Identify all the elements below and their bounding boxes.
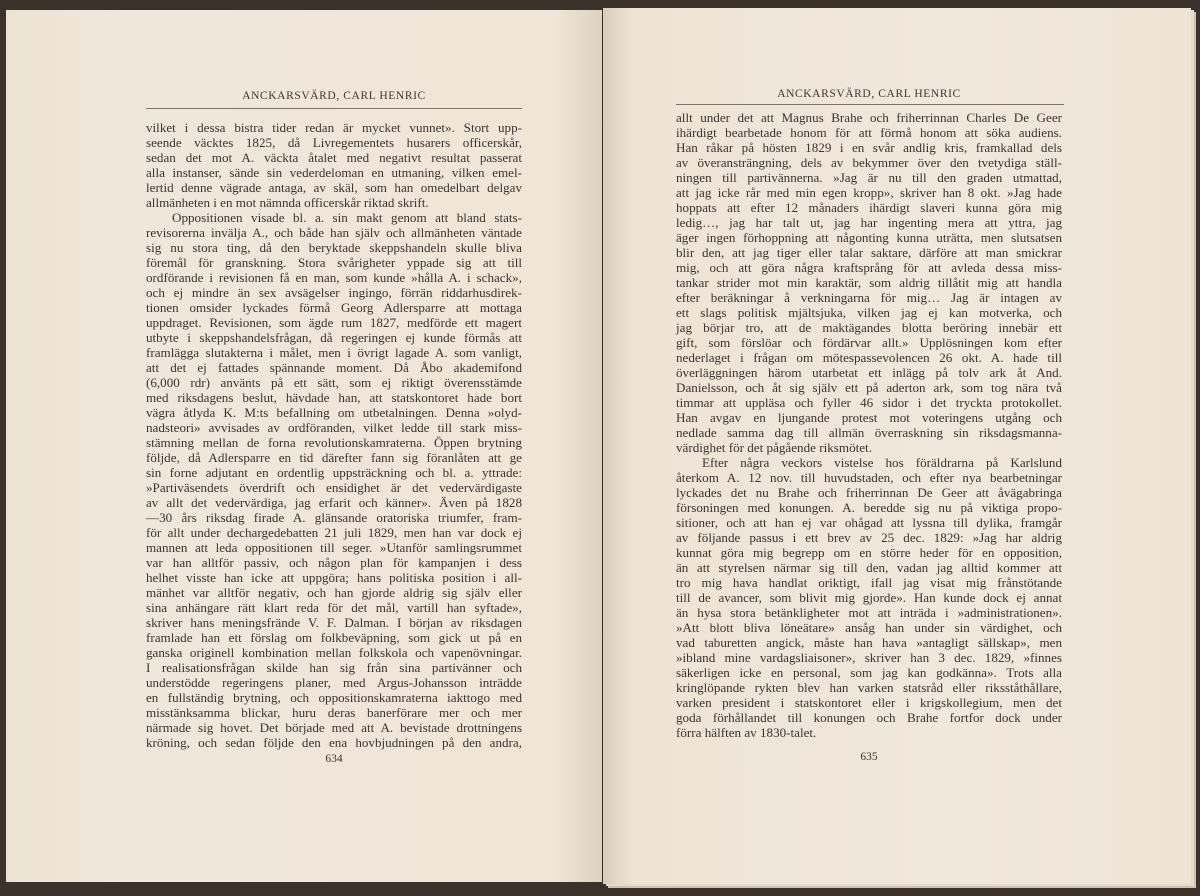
text-line: än hysa stora betänkligheter mot att inträda i »administrationen».	[676, 605, 1062, 620]
text-line: kunnat göra mig begrepp om en större heder för en opposition,	[676, 545, 1062, 560]
text-line: seende väcktes 1825, då Livregementets husarers officerskår,	[146, 135, 522, 150]
text-line: föremål för granskning. Stora svårigheter yppade sig att till	[146, 255, 522, 270]
text-line: allmänheten i en mot nämnda officerskår riktad skrift.	[146, 195, 429, 210]
text-line: blir den, att jag tiger eller talar saktare, därföre att man smickrar	[676, 245, 1062, 260]
text-line: Han avgav en ljungande protest mot voteringens utgång och	[676, 410, 1062, 425]
text-line: hoppats att efter 12 månaders ihärdigt slaveri kunna göra mig	[676, 200, 1062, 215]
text-line: en fullständig brytning, och oppositionskamraterna iakttogo med	[146, 690, 522, 705]
text-line: sedan det mot A. väckta åtalet med negativt resultat passerat	[146, 150, 522, 165]
text-line: »Partiväsendets överdrift och ensidighet är det vedervärdigaste	[146, 480, 522, 495]
text-line: att det ej fattades spännande moment. Då Åbo akademifond	[146, 360, 522, 375]
text-line: tankar strider mot min karaktär, som aldrig tillåtit mig att handla	[676, 275, 1062, 290]
text-line: ledig…, jag har talt ut, jag har ingenting mera att yttra, jag	[676, 215, 1062, 230]
text-line: av överansträngning, dels av bekymmer över den tvetydiga ställ-	[676, 155, 1062, 170]
text-line: misstänksamma blickar, huru deras banerförare mer och mer	[146, 705, 522, 720]
text-line: försoningen med konungen. A. beredde sig nu på viktiga propo-	[676, 500, 1062, 515]
text-line: helhet visste han icke att uppgöra; hans politiska position i all-	[146, 570, 522, 585]
text-line: sitioner, och att han ej var ohågad att lyssna till dylika, framgår	[676, 515, 1062, 530]
text-line: lertid denne vägrade antaga, av skäl, som han omedelbart delgav	[146, 180, 522, 195]
text-line: säkerligen icke en personal, som jag kan godkänna». Trots alla	[676, 665, 1062, 680]
text-line: vad taburetten angick, måste han hava »antagligt sällskap», men	[676, 635, 1062, 650]
text-line: än att styrelsen närmar sig till den, vadan jag alltid kommer att	[676, 560, 1062, 575]
text-line: timmar att uppläsa och fyller 46 sidor i det tryckta protokollet.	[676, 395, 1062, 410]
text-line: Danielsson, och åt sig själv ett på aderton ark, som tog nära två	[676, 380, 1062, 395]
text-line: ordförande i revisionen få en man, som kunde »hålla A. i schack»,	[146, 270, 522, 285]
text-line: stämning mellan de forna revolutionskamraterna. Öppen brytning	[146, 435, 522, 450]
text-line: sig nu stora ting, då den beryktade skeppshandeln skulle bliva	[146, 240, 522, 255]
text-line: gift, som förslöar och fördärvar allt.» Upplösningen kom efter	[676, 335, 1062, 350]
text-line: jag börjar tro, att de maktägandes blotta beröring innebär ett	[676, 320, 1062, 335]
text-line: vägra åtlyda K. M:ts befallning om utbetalningen. Denna »olyd-	[146, 405, 522, 420]
text-line: nederlaget i frågan om mötespassevolencen 26 okt. A. hade till	[676, 350, 1062, 365]
text-line: värdighet för det pågående riksmötet.	[676, 440, 872, 455]
text-line: revisorerna invälja A., och både han själv och allmänheten väntade	[146, 225, 522, 240]
text-line: ningen till partivännerna. »Jag är nu till den graden utmattad,	[676, 170, 1062, 185]
text-line: mannen att leda oppositionen till seger. »Utanför samlingsrummet	[146, 540, 522, 555]
page-number-right: 635	[860, 751, 878, 763]
right-page-text	[676, 110, 1062, 740]
text-line: för allt under dechargedebatten 21 juli 1829, men han var dock ej	[146, 525, 522, 540]
text-line: allt under det att Magnus Brahe och friherrinnan Charles De Geer	[676, 110, 1062, 125]
text-line: tro mig hava handlat oriktigt, ifall jag visat mig frånstötande	[676, 575, 1062, 590]
text-line: uppdraget. Revisionen, som ägde rum 1827, medförde ett magert	[146, 315, 522, 330]
text-line: skriver hans meningsfrände V. F. Dalman. I början av riksdagen	[146, 615, 522, 630]
text-line: goda förhållandet till konungen och Brahe fortfor dock under	[676, 710, 1062, 725]
text-line: varken president i statskontoret eller i krigskollegium, men det	[676, 695, 1062, 710]
text-line: äger ingen förhoppning att någonting kunna uträtta, men slutsatsen	[676, 230, 1062, 245]
text-line: sin forne adjutant en ordentlig uppsträckning och bl. a. yttrade:	[146, 465, 522, 480]
text-line: sina anhängare rätt klart reda för det mål, vartill han syftade»,	[146, 600, 522, 615]
running-head-right: ANCKARSVÄRD, CARL HENRIC	[777, 88, 961, 100]
text-line: överläggningen härom utarbetat ett inlägg på tolv ark åt And.	[676, 365, 1062, 380]
text-line: framlägga slutakterna i målet, men i övrigt lagade A. som vanligt,	[146, 345, 522, 360]
text-line: Efter några veckors vistelse hos föräldrarna på Karlslund	[702, 455, 1062, 470]
text-line: »Att blott bliva löneätare» ansåg han under sin värdighet, och	[676, 620, 1062, 635]
left-page-text	[146, 120, 522, 750]
text-line: kröning, och sedan följde den ena hovbjudningen på den andra,	[146, 735, 522, 750]
text-line: I realisationsfrågan skilde han sig från sina partivänner och	[146, 660, 522, 675]
text-line: och ej mindre än sex avsägelser ingingo, förrän riddarhusdirek-	[146, 285, 522, 300]
text-line: vilket i dessa bistra tider redan är mycket vunnet». Stort upp-	[146, 120, 522, 135]
header-rule-left	[146, 108, 522, 109]
text-line: följde, då Adlersparre en tid därefter fann sig föranlåten att ge	[146, 450, 522, 465]
text-line: lyckades det nu Brahe och friherrinnan De Geer att åvägabringa	[676, 485, 1062, 500]
text-line: närmade sig hovet. Det började med att A. bevistade drottningens	[146, 720, 522, 735]
text-line: Han råkar på hösten 1829 i en svår andlig kris, framkallad dels	[676, 140, 1062, 155]
text-line: —30 års riksdag firade A. glänsande oratoriska triumfer, fram-	[146, 510, 522, 525]
text-line: återkom A. 12 nov. till huvudstaden, och efter nya bearbetningar	[676, 470, 1062, 485]
text-line: framlade han ett förslag om folkbeväpning, som gick ut på en	[146, 630, 522, 645]
text-line: kringlöpande rykten blev han varken statsråd eller riksståthållare,	[676, 680, 1062, 695]
text-line: alla instanser, sände sin vederdeloman en utmaning, vilken emel-	[146, 165, 522, 180]
header-rule-right	[676, 104, 1064, 105]
text-line: nadsteori» avvisades av ordföranden, vilket ledde till stark miss-	[146, 420, 522, 435]
text-line: (6,000 rdr) använts på ett sätt, som ej riktigt överensstämde	[146, 375, 522, 390]
text-line: nedlade samma dag till allmän överraskning sin riksdagsmanna-	[676, 425, 1062, 440]
text-line: av allt det vedervärdiga, jag erfarit och känner». Även på 1828	[146, 495, 522, 510]
text-line: ett slags politisk mjältsjuka, vilken jag ej kan motverka, och	[676, 305, 1062, 320]
text-line: mig, och att göra några kraftsprång för att avleda dessa miss-	[676, 260, 1062, 275]
running-head-left: ANCKARSVÄRD, CARL HENRIC	[242, 90, 426, 102]
text-line: mänhet var alltför negativ, och han gjorde aldrig sig själv eller	[146, 585, 522, 600]
text-line: understödde regeringens planer, med Argus-Johansson inträdde	[146, 675, 522, 690]
text-line: »ibland mine vardagsliaisoner», skriver han 3 dec. 1829, »finnes	[676, 650, 1062, 665]
text-line: utbyte i skeppshandelsfrågan, då regeringen ej kunde förmås att	[146, 330, 522, 345]
text-line: var han alltför passiv, och någon plan för kampanjen i dess	[146, 555, 522, 570]
text-line: till de avancer, som blivit mig gjorde». Han kunde dock ej annat	[676, 590, 1062, 605]
text-line: ihärdigt bearbetade honom för att förmå honom att söka audiens.	[676, 125, 1062, 140]
text-line: ganska originell kombination mellan folkskola och vapenövningar.	[146, 645, 522, 660]
text-line: av följande passus i ett brev av 25 dec. 1829: »Jag har aldrig	[676, 530, 1062, 545]
text-line: efter beräkningar å verkningarna för mig… Jag är intagen av	[676, 290, 1062, 305]
text-line: Oppositionen visade bl. a. sin makt genom att bland stats-	[172, 210, 522, 225]
text-line: att jag icke rår med min egen kropp», skriver han 8 okt. »Jag hade	[676, 185, 1062, 200]
text-line: tionen omsider lyckades förmå Georg Adlersparre att mottaga	[146, 300, 522, 315]
text-line: med riksdagens beslut, hävdade han, att statskontoret hade bort	[146, 390, 522, 405]
text-line: förra hälften av 1830-talet.	[676, 725, 817, 740]
page-number-left: 634	[325, 753, 343, 765]
